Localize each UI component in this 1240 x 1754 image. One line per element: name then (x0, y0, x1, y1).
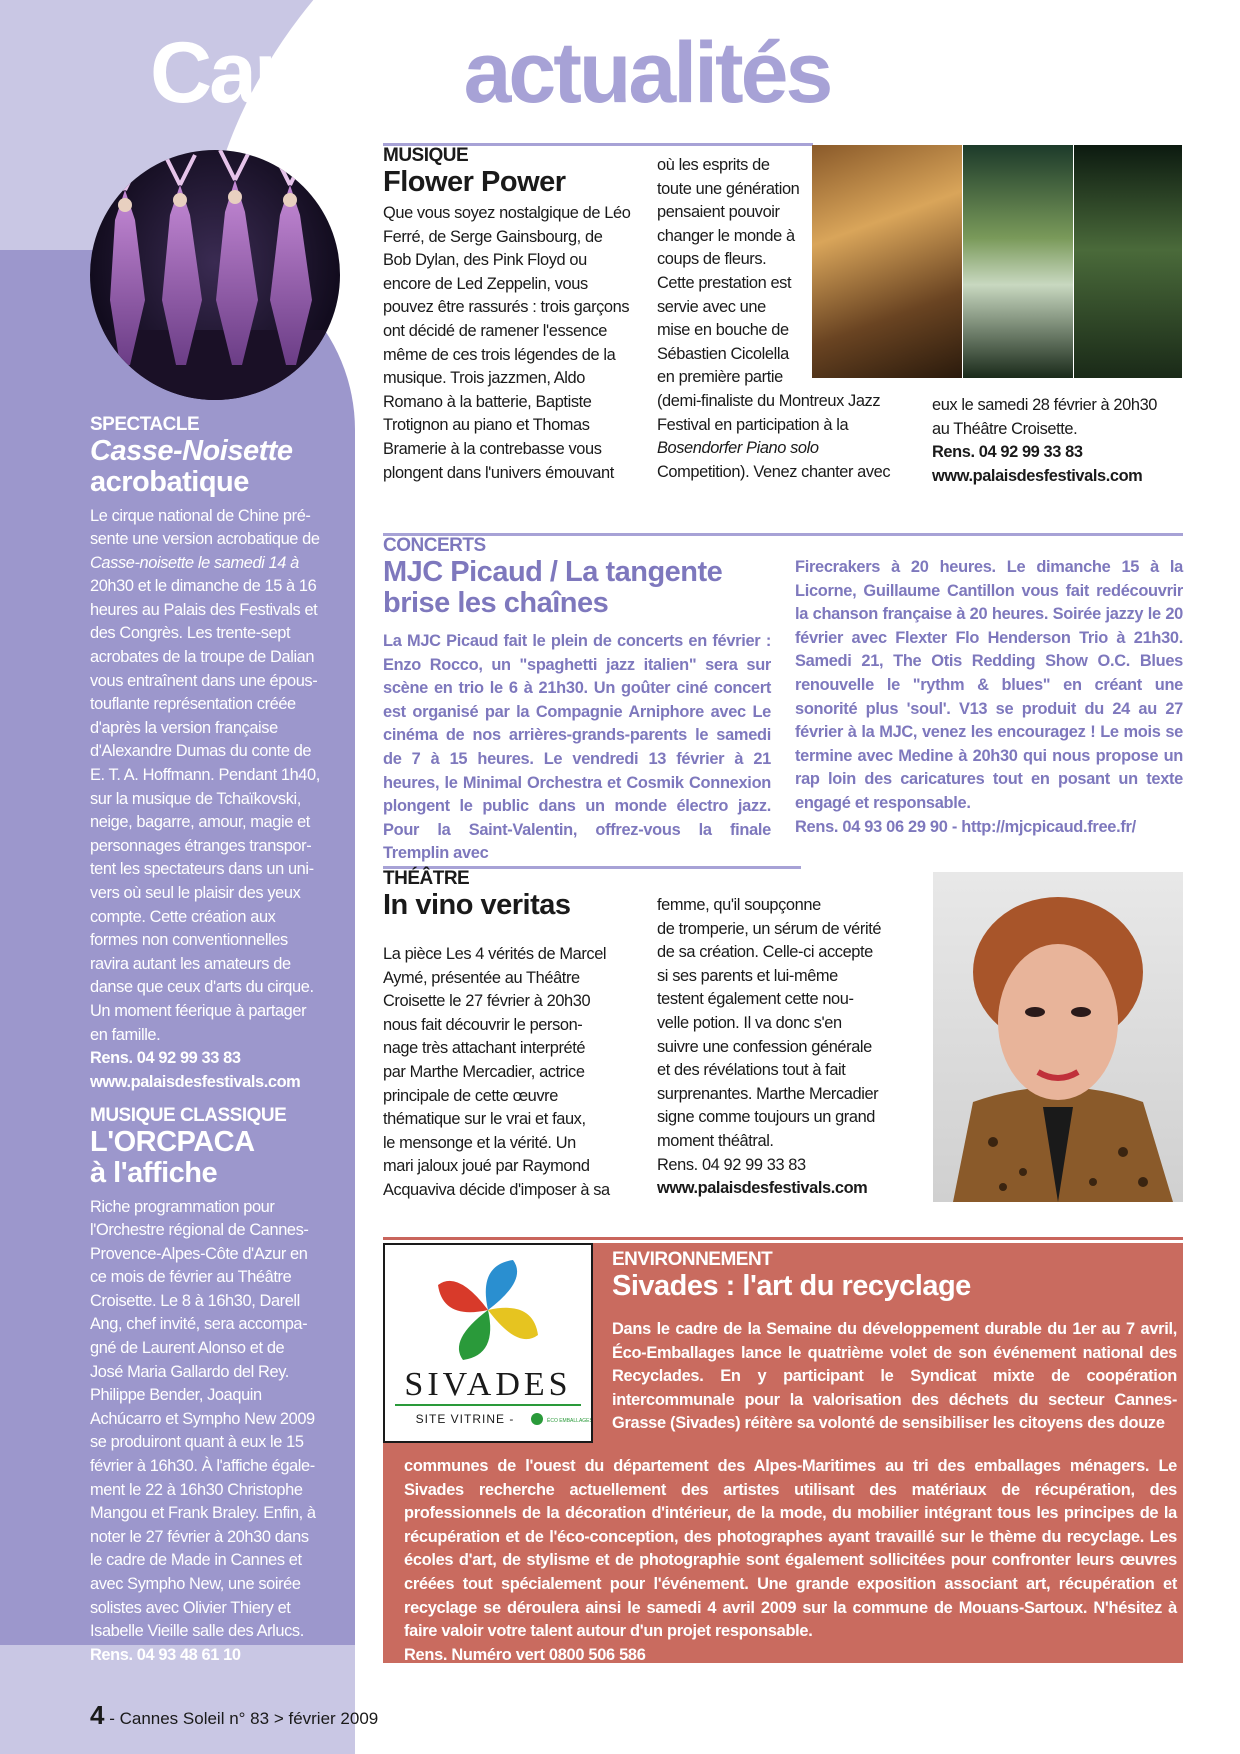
text-line: servie avec une (657, 297, 766, 316)
text-line: Achúcarro et Sympho New 2009 (90, 1409, 315, 1428)
musique-col1 (383, 202, 645, 485)
text-line: Competition). Venez chanter avec (657, 462, 891, 481)
text-line: si ses parents et lui-même (657, 966, 838, 985)
concerts-rens: Rens. 04 93 06 29 90 - http://mjcpicaud.free.fr/ (795, 817, 1136, 836)
concerts-headline-1: MJC Picaud / La tangente (383, 555, 723, 588)
text-line: femme, qu'il soupçonne (657, 896, 821, 914)
text-line: noter le 27 février à 20h30 dans (90, 1527, 309, 1546)
musique-photo-3 (1074, 145, 1182, 378)
spectacle-article (90, 415, 330, 1094)
eco-emballages-badge: ÉCO EMBALLAGES (547, 1418, 591, 1424)
title-word-actualites: actualités (463, 25, 831, 121)
text-line: Croisette le 27 février à 20h30 (383, 992, 591, 1011)
concerts-header (383, 536, 783, 620)
text-line: moment théâtral. (657, 1131, 774, 1150)
text-line: Festival en participation à la (657, 415, 849, 434)
text-line: E. T. A. Hoffmann. Pendant 1h40, (90, 766, 320, 785)
text-line: nage très attachant interprété (383, 1039, 586, 1058)
concerts-col2 (795, 556, 1183, 839)
text-line: changer le monde à (657, 226, 795, 245)
text-line: touflante représentation créée (90, 695, 296, 714)
text-line: signe comme toujours un grand (657, 1108, 875, 1127)
text-line: heures au Palais des Festivals et (90, 600, 318, 619)
text-line: de sa création. Celle-ci accepte (657, 943, 873, 962)
text-line: ment le 22 à 16h30 Christophe (90, 1480, 303, 1499)
text-line: neige, bagarre, amour, magie et (90, 813, 310, 832)
classique-body (90, 1196, 330, 1668)
page-footer (90, 1700, 378, 1731)
text-line: suivre une confession générale (657, 1037, 872, 1056)
sivades-logo-box (383, 1243, 593, 1443)
text-line: et des révélations tout à fait (657, 1061, 846, 1080)
text-line: José Maria Gallardo del Rey. (90, 1362, 289, 1381)
text-line: Acquaviva décide d'imposer à sa (383, 1180, 610, 1199)
concerts-headline-2: brise les chaînes (383, 587, 609, 620)
concerts-kicker: CONCERTS (383, 535, 486, 556)
text-line: vers où seul le plaisir des yeux (90, 884, 301, 903)
text-line: Riche programmation pour (90, 1197, 275, 1216)
musique-photo-1 (812, 145, 962, 378)
text-line: surprenantes. Marthe Mercadier (657, 1084, 879, 1103)
text-line: Isabelle Vieille salle des Arlucs. (90, 1622, 304, 1641)
spectacle-kicker: SPECTACLE (90, 414, 200, 435)
theatre-headline: In vino veritas (383, 888, 571, 921)
text-line: d'après la version française (90, 718, 278, 737)
text-line: Bob Dylan, des Pink Floyd ou (383, 251, 587, 270)
text-line: Bosendorfer Piano solo (657, 439, 819, 458)
sivades-subtitle: SITE VITRINE - (415, 1412, 515, 1426)
text-line: ont décidé de ramener l'essence (383, 321, 607, 340)
text-line: Sébastien Cicolella (657, 344, 789, 363)
text-line: La pièce Les 4 vérités de Marcel (383, 945, 607, 963)
theatre-url: www.palaisdesfestivals.com (657, 1179, 868, 1198)
text-line: tent les spectateurs dans un uni- (90, 860, 314, 879)
text-line: Un moment féerique à partager (90, 1001, 307, 1020)
text-line: Le cirque national de Chine pré- (90, 506, 311, 525)
text-line: (demi-finaliste du Montreux Jazz (657, 391, 881, 410)
text-line: février à 16h30. À l'affiche égale- (90, 1457, 315, 1476)
text-line: des Congrès. Les trente-sept (90, 624, 291, 643)
spectacle-rens: Rens. 04 92 99 33 83 (90, 1049, 241, 1068)
text-line: pouvez être rassurés : trois garçons (383, 298, 630, 317)
theatre-col2 (657, 894, 919, 1201)
text-line: encore de Led Zeppelin, vous (383, 274, 588, 293)
text-line: musique. Trois jazzmen, Aldo (383, 369, 585, 388)
text-line: eux le samedi 28 février à 20h30 (932, 396, 1158, 414)
musique-photo-2 (963, 145, 1073, 378)
env-rens: Rens. Numéro vert 0800 506 586 (404, 1645, 646, 1664)
text-line: même de ces trois légendes de la (383, 345, 616, 364)
text-line: le cadre de Made in Cannes et (90, 1551, 302, 1570)
musique-header (383, 146, 643, 198)
text-line: Croisette. Le 8 à 16h30, Darell (90, 1291, 300, 1310)
acrobats-photo (90, 150, 340, 400)
classique-rens: Rens. 04 93 48 61 10 (90, 1645, 241, 1664)
text-line: mari jaloux joué par Raymond (383, 1157, 590, 1176)
text-line: au Théâtre Croisette. (932, 419, 1078, 438)
text-line: Bramerie à la contrebasse vous (383, 439, 602, 458)
text-line: 20h30 et le dimanche de 15 à 16 (90, 577, 317, 596)
spectacle-body (90, 505, 330, 1095)
portrait-illustration (933, 872, 1183, 1202)
text-line: solistes avec Olivier Thiery et (90, 1598, 291, 1617)
text-line: Casse-noisette le samedi 14 à (90, 553, 299, 572)
text-line: Mangou et Frank Braley. Enfin, à (90, 1504, 316, 1523)
text-line: toute une génération (657, 179, 800, 198)
text-line: Cette prestation est (657, 273, 792, 292)
text-line: Ang, chef invité, sera accompa- (90, 1315, 308, 1334)
env-kicker: ENVIRONNEMENT (612, 1249, 773, 1270)
musique-rens: Rens. 04 92 99 33 83 (932, 443, 1083, 462)
text-line: Philippe Bender, Joaquin (90, 1386, 262, 1405)
text-line: d'Alexandre Dumas du conte de (90, 742, 312, 761)
musique-headline: Flower Power (383, 165, 566, 198)
text-line: pensaient pouvoir (657, 203, 780, 222)
text-line: nous fait découvrir le person- (383, 1015, 583, 1034)
text-line: compte. Cette création aux (90, 907, 276, 926)
sivades-pinwheel-logo (385, 1245, 591, 1441)
text-line: l'Orchestre régional de Cannes- (90, 1221, 309, 1240)
theatre-rens: Rens. 04 92 99 33 83 (657, 1155, 806, 1174)
spectacle-headline: acrobatique (90, 466, 249, 499)
concerts-col1: La MJC Picaud fait le plein de concerts en février : Enzo Rocco, un "spaghetti jazz italien" sera sur scène en trio le 6 à 21h30. Un goûter ciné concert est organisé par la Compagnie Arniphore avec Le cinéma de nos arrières-grands-parents le samedi de 7 à 15 heures. Le vendredi 13 février à 21 heures, le Minimal Orchestra et Cosmik Connexion plongent le public dans un monde électro jazz. Pour la Saint-Valentin, offrez-vous la finale Tremplin avec (383, 632, 771, 863)
text-line: ravira autant les amateurs de (90, 954, 291, 973)
env-body (404, 1455, 1177, 1667)
text-line: gné de Laurent Alonso et de (90, 1339, 285, 1358)
text-line: Romano à la batterie, Baptiste (383, 392, 592, 411)
text-line: principale de cette œuvre (383, 1086, 558, 1105)
theatre-kicker: THÉÂTRE (383, 868, 470, 889)
text-line: par Marthe Mercadier, actrice (383, 1062, 585, 1081)
text-line: coups de fleurs. (657, 250, 767, 269)
text-line: avec Sympho New, une soirée (90, 1575, 301, 1594)
classique-headline-1: L'ORCPACA (90, 1125, 255, 1158)
text-line: ce mois de février au Théâtre (90, 1268, 292, 1287)
text-line: où les esprits de (657, 156, 770, 174)
text-line: personnages étranges transpor- (90, 836, 312, 855)
text-line: mise en bouche de (657, 321, 789, 340)
text-line: testent également cette nou- (657, 990, 854, 1009)
text-line: le mensonge et la vérité. Un (383, 1133, 576, 1152)
classique-kicker: MUSIQUE CLASSIQUE (90, 1105, 287, 1126)
text-line: Aymé, présentée au Théâtre (383, 968, 580, 987)
text-line: sente une version acrobatique de (90, 530, 320, 549)
page-number: 4 (90, 1700, 105, 1730)
text-line: sur la musique de Tchaïkovski, (90, 789, 301, 808)
text-line: danse que ceux d'arts du cirque. (90, 978, 314, 997)
spectacle-headline-italic: Casse-Noisette (90, 434, 293, 467)
env-header (612, 1250, 1182, 1302)
text-line: en famille. (90, 1025, 161, 1044)
env-rule (383, 1237, 1183, 1240)
env-headline: Sivades : l'art du recyclage (612, 1269, 971, 1302)
classique-headline-2: à l'affiche (90, 1157, 218, 1190)
musique-col3 (932, 394, 1192, 488)
text-line: plongent dans l'univers émouvant (383, 463, 614, 482)
musique-url: www.palaisdesfestivals.com (932, 466, 1143, 485)
text-line: Ferré, de Serge Gainsbourg, de (383, 227, 603, 246)
theatre-portrait-photo (933, 872, 1183, 1202)
text-line: acrobates de la troupe de Dalian (90, 648, 315, 667)
text-line: en première partie (657, 368, 783, 387)
text-line: de tromperie, un sérum de vérité (657, 919, 882, 938)
text-line: Que vous soyez nostalgique de Léo (383, 204, 631, 222)
sivades-wordmark: SIVADES (404, 1366, 572, 1403)
text-line: vous entraînent dans une épous- (90, 671, 318, 690)
title-word-cannes: Cannes (150, 25, 443, 121)
concerts-col2-text: Firecrakers à 20 heures. Le dimanche 15 à la Licorne, Guillaume Cantillon vous fait redécouvrir la chanson française à 20 heures. Soirée jazzy le 20 février avec Flexter Flo Henderson Trio à 21h30. Samedi 21, The Otis Redding Show O.C. Blues renouvelle le "rythm & blues" en créant une sonorité plus 'soul'. V13 se produit du 24 au 27 février à la MJC, venez les encouragez ! Le mois se termine avec Medine à 20h30 qui nous propose un rap loin des caricatures tout en posant un texte engagé et responsable. (795, 558, 1183, 812)
footer-text: - Cannes Soleil n° 83 > février 2009 (109, 1709, 379, 1728)
env-intro: Dans le cadre de la Semaine du développement durable du 1er au 7 avril, Éco-Emballages lance le quatrième volet de son événement national des Recyclades. En y participant le Syndicat mixte de coopération intercommunale pour la valorisation des déchets du secteur Cannes-Grasse (Sivades) réitère sa volonté de sensibiliser les citoyens des douze (612, 1320, 1177, 1433)
acrobats-illustration (90, 150, 340, 400)
theatre-col1 (383, 943, 643, 1203)
spectacle-url: www.palaisdesfestivals.com (90, 1072, 301, 1091)
text-line: thématique sur le vrai et faux, (383, 1110, 586, 1129)
text-line: formes non conventionnelles (90, 931, 288, 950)
text-line: velle potion. Il va donc s'en (657, 1013, 842, 1032)
page-title (150, 25, 831, 121)
env-rest: communes de l'ouest du département des Alpes-Maritimes au tri des emballages ménagers. Le Sivades recherche actuellement des artistes utilisant des matériaux de récupération, des professionnels de la décoration d'intérieur, de la mode, du mobilier intégrant tous les principes de la récupération et de l'éco-conception, des photographes ayant travaillé sur le thème du recyclage. Les écoles d'art, de stylisme et de photographie sont également sollicitées pour confronter leurs œuvres créées tout spécialement pour l'événement. Une grande exposition associant art, récupération et recyclage se déroulera ainsi le samedi 4 avril 2009 sur la commune de Mouans-Sartoux. N'hésitez à faire valoir votre talent autour d'un projet responsable. (404, 1457, 1177, 1641)
musique-kicker: MUSIQUE (383, 145, 469, 166)
classique-article (90, 1106, 330, 1667)
text-line: Trotignon au piano et Thomas (383, 416, 590, 435)
text-line: Provence-Alpes-Côte d'Azur en (90, 1244, 308, 1263)
text-line: se produiront quant à eux le 15 (90, 1433, 304, 1452)
